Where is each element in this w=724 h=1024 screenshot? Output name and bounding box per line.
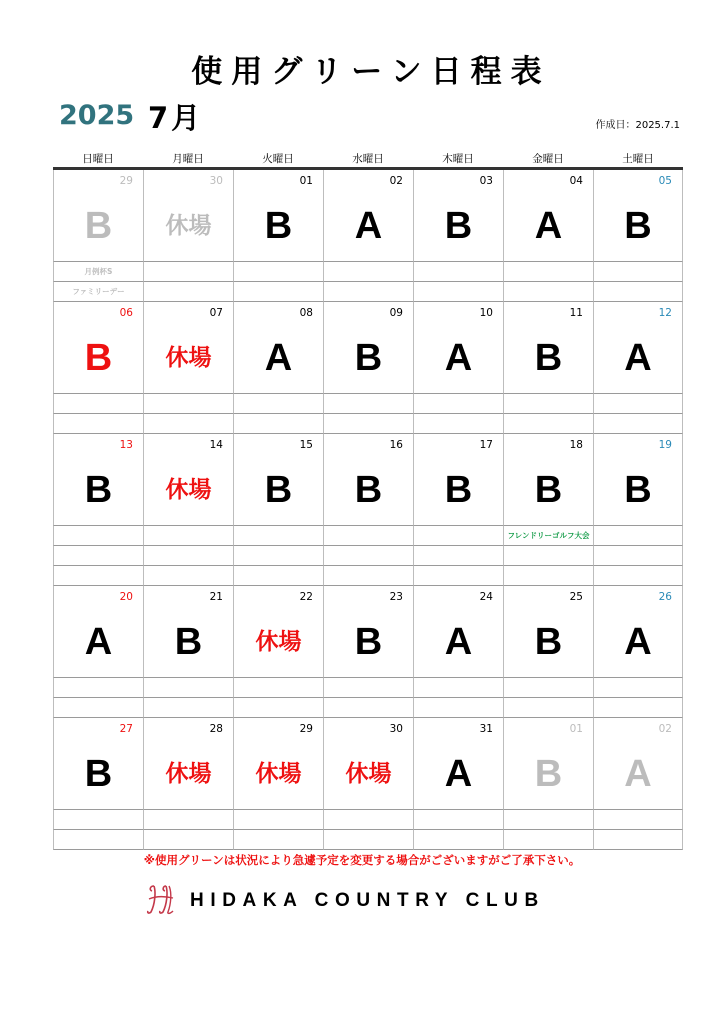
created-date: 作成日：2025.7.1 [595,120,680,131]
notice-text: ※使用グリーンは状況により急遽予定を変更する場合がございますがご了承下さい。 [143,853,581,867]
day-number: 01 [299,175,313,187]
day-number: 09 [389,307,403,319]
event-cell [593,526,683,546]
day-cell [323,170,413,262]
closed-marker: 休場 [345,760,392,786]
day-cell [413,170,503,262]
event-cell [503,566,593,586]
day-number: 02 [389,175,403,187]
event-cell [233,414,323,434]
event-cell [593,810,683,830]
event-cell [53,678,143,698]
event-cell [53,546,143,566]
day-cell [143,718,233,810]
event-cell [413,282,503,302]
event-label: ファミリーデー [53,282,143,302]
event-cell [323,810,413,830]
day-number: 30 [209,175,223,187]
event-cell [143,262,233,282]
green-marker: B [84,469,113,511]
day-number: 03 [479,175,493,187]
week-row [53,170,683,302]
event-cell [413,546,503,566]
event-cell [233,546,323,566]
day-number: 21 [209,591,223,603]
day-cell [323,586,413,678]
day-cell [233,434,323,526]
weekday-fri: 金曜日 [532,153,564,165]
green-marker: B [174,621,203,663]
day-cell [53,718,143,810]
event-cell [413,830,503,850]
event-cell [323,526,413,546]
closed-marker: 休場 [165,344,212,370]
event-cell [593,394,683,414]
event-cell [143,282,233,302]
event-cell [53,810,143,830]
weekday-header-row [53,151,683,170]
closed-marker: 休場 [165,760,212,786]
closed-marker: 休場 [165,476,212,502]
event-cell [143,526,233,546]
event-cell [323,282,413,302]
day-number: 29 [299,723,313,735]
event-cell [53,698,143,718]
event-cell [593,414,683,434]
event-cell [593,282,683,302]
green-marker: B [354,621,383,663]
green-marker: B [84,337,113,379]
day-cell [503,170,593,262]
day-cell [413,302,503,394]
event-cell [413,526,503,546]
event-cell [143,810,233,830]
event-cell [233,830,323,850]
day-number: 26 [658,591,672,603]
day-number: 14 [209,439,223,451]
event-cell [53,414,143,434]
weekday-tue: 火曜日 [262,153,294,165]
day-cell [593,434,683,526]
day-number: 16 [389,439,403,451]
green-marker: A [444,753,473,795]
event-cell [503,830,593,850]
day-number: 27 [119,723,133,735]
event-cell [323,394,413,414]
day-number: 19 [658,439,672,451]
green-marker: A [624,337,652,379]
event-cell [593,566,683,586]
event-cell [143,698,233,718]
event-label: フレンドリーゴルフ大会 [503,526,593,546]
green-marker: A [534,205,563,247]
event-cell [593,262,683,282]
day-cell [503,718,593,810]
green-marker: A [84,621,113,663]
event-cell [413,566,503,586]
event-cell [323,566,413,586]
day-cell [143,302,233,394]
page-title: 使用グリーン日程表 [191,54,551,90]
club-name: HIDAKA COUNTRY CLUB [190,890,545,911]
day-cell [413,718,503,810]
event-cell [413,414,503,434]
event-cell [503,282,593,302]
event-cell [233,810,323,830]
event-cell [503,414,593,434]
day-number: 02 [658,723,672,735]
day-number: 23 [389,591,403,603]
event-cell [143,566,233,586]
event-cell [413,262,503,282]
green-marker: B [534,621,563,663]
day-cell [53,586,143,678]
event-cell [53,566,143,586]
day-cell [53,170,143,262]
day-cell [233,718,323,810]
day-cell [593,302,683,394]
weekday-sun: 日曜日 [82,153,114,165]
event-cell [503,810,593,830]
green-marker: B [444,469,473,511]
day-number: 13 [119,439,133,451]
calendar-grid [53,151,683,850]
green-marker: B [84,205,113,247]
closed-marker: 休場 [255,760,302,786]
green-marker: B [534,753,563,795]
event-cell [413,810,503,830]
closed-marker: 休場 [165,212,212,238]
day-number: 22 [299,591,313,603]
event-cell [53,526,143,546]
event-cell [323,262,413,282]
day-number: 30 [389,723,403,735]
hcc-monogram-icon [146,882,176,920]
calendar-weeks [53,170,683,850]
event-cell [413,678,503,698]
event-cell [233,678,323,698]
green-marker: A [444,337,473,379]
day-cell [503,302,593,394]
event-cell [323,546,413,566]
day-number: 06 [119,307,133,319]
day-number: 20 [119,591,133,603]
event-cell [593,546,683,566]
green-marker: A [354,205,383,247]
event-cell [413,394,503,414]
day-number: 25 [569,591,583,603]
event-cell [53,394,143,414]
green-marker: B [354,469,383,511]
event-cell [53,830,143,850]
green-marker: A [624,753,652,795]
event-cell [233,566,323,586]
day-number: 11 [569,307,583,319]
green-marker: B [264,205,293,247]
event-cell [323,678,413,698]
closed-marker: 休場 [255,628,302,654]
day-cell [503,586,593,678]
green-marker: B [624,469,652,511]
day-number: 08 [299,307,313,319]
green-marker: B [534,337,563,379]
green-marker: A [444,621,473,663]
event-cell [143,830,233,850]
day-cell [323,718,413,810]
green-marker: B [84,753,113,795]
week-row [53,302,683,434]
day-number: 28 [209,723,223,735]
weekday-sat: 土曜日 [622,153,654,165]
day-cell [143,170,233,262]
event-cell [233,262,323,282]
day-number: 31 [479,723,493,735]
green-marker: B [624,205,652,247]
day-cell [233,586,323,678]
event-cell [233,394,323,414]
day-cell [413,434,503,526]
event-cell [233,698,323,718]
day-number: 17 [479,439,493,451]
green-marker: A [264,337,293,379]
event-cell [233,282,323,302]
day-cell [593,718,683,810]
event-cell [413,698,503,718]
day-number: 15 [299,439,313,451]
weekday-mon: 月曜日 [172,153,204,165]
year-label: 2025 [59,100,135,131]
event-cell [503,546,593,566]
event-cell [503,262,593,282]
day-cell [53,302,143,394]
event-cell [503,678,593,698]
day-number: 12 [658,307,672,319]
day-number: 07 [209,307,223,319]
day-cell [593,170,683,262]
event-label: 月例杯S [53,262,143,282]
event-cell [143,414,233,434]
event-cell [323,830,413,850]
event-cell [503,394,593,414]
green-marker: B [264,469,293,511]
day-cell [323,434,413,526]
day-number: 01 [569,723,583,735]
day-cell [593,586,683,678]
green-marker: A [624,621,652,663]
event-cell [143,394,233,414]
weekday-thu: 木曜日 [442,153,474,165]
week-row [53,586,683,718]
weekday-wed: 水曜日 [352,153,384,165]
green-marker: B [354,337,383,379]
event-cell [143,546,233,566]
event-cell [593,830,683,850]
day-cell [233,302,323,394]
day-number: 04 [569,175,583,187]
event-cell [323,414,413,434]
event-cell [323,698,413,718]
event-cell [593,698,683,718]
event-cell [233,526,323,546]
day-number: 29 [119,175,133,187]
day-cell [503,434,593,526]
event-cell [503,698,593,718]
day-cell [143,586,233,678]
day-number: 10 [479,307,493,319]
week-row [53,434,683,586]
day-cell [143,434,233,526]
event-cell [593,678,683,698]
day-number: 05 [658,175,672,187]
event-cell [143,678,233,698]
green-marker: B [444,205,473,247]
day-cell [413,586,503,678]
week-row [53,718,683,850]
month-label: 7月 [148,101,204,135]
day-number: 18 [569,439,583,451]
day-cell [323,302,413,394]
day-cell [53,434,143,526]
day-cell [233,170,323,262]
green-marker: B [534,469,563,511]
day-number: 24 [479,591,493,603]
